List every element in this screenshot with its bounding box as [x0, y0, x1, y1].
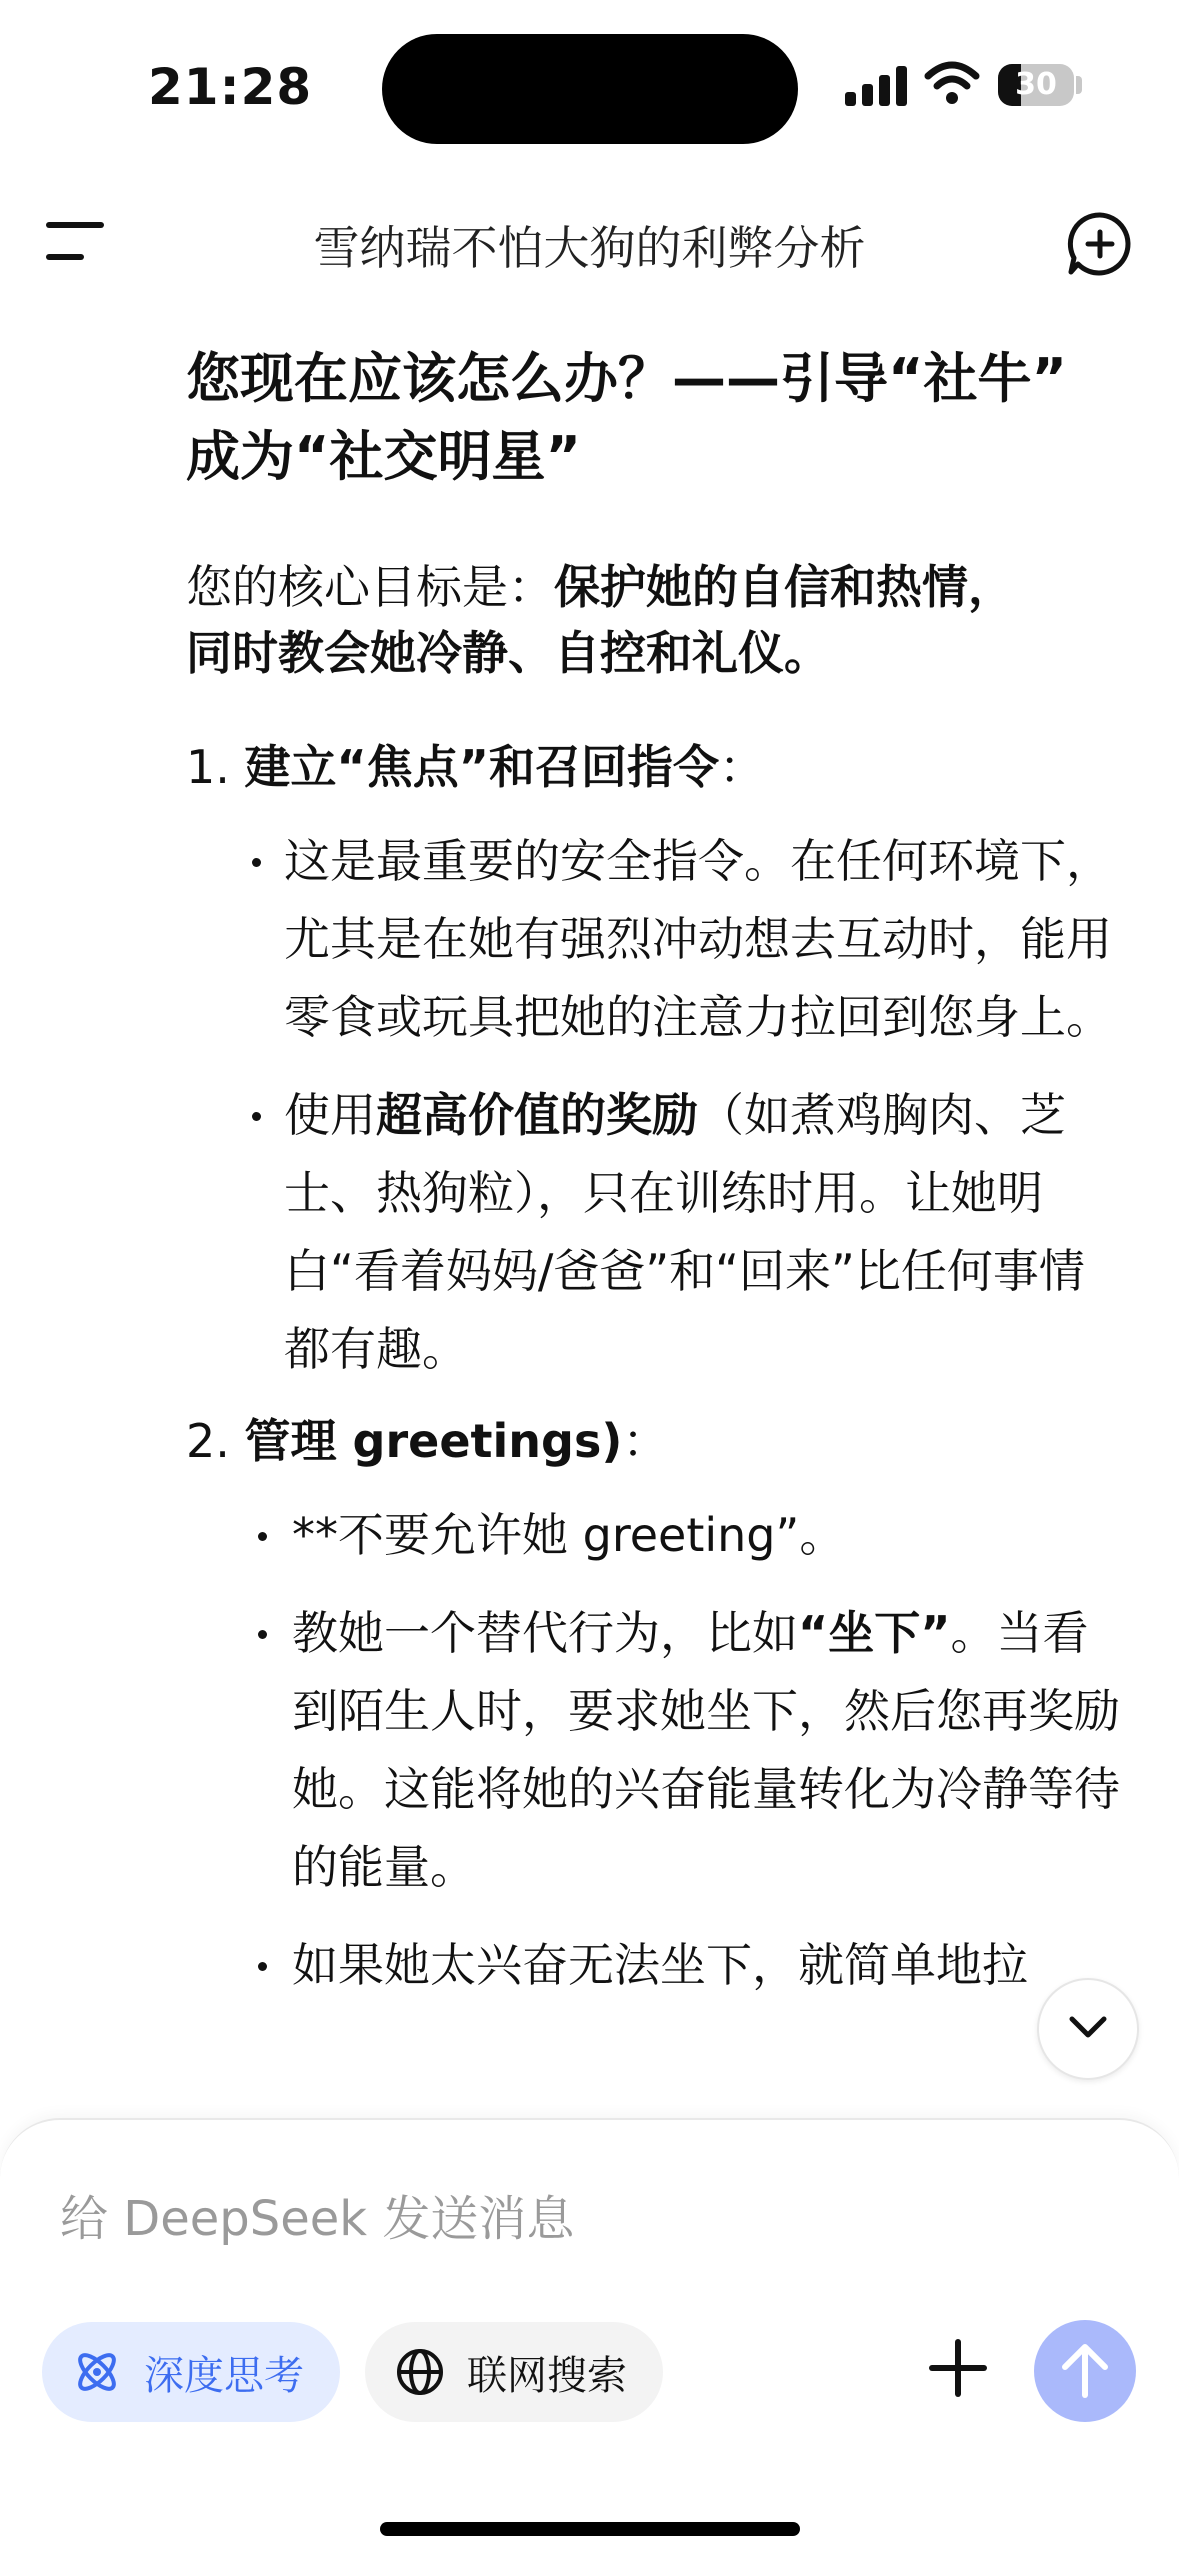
page-title: 雪纳瑞不怕大狗的利弊分析: [313, 221, 866, 275]
bullet-1-2-bold: 超高价值的奖励: [376, 1088, 698, 1142]
bullet-1-1: 这是最重要的安全指令。在任何环境下，尤其是在她有强烈冲动想去互动时，能用零食或玩具把她的注意力拉回到您身上。: [186, 822, 1126, 1056]
composer-panel: [0, 2118, 1179, 2558]
web-search-label: 联网搜索: [467, 2352, 627, 2399]
deep-think-toggle[interactable]: [42, 2322, 340, 2422]
bullet-2-2: [186, 1594, 1126, 1906]
message-input[interactable]: 给 DeepSeek 发送消息: [60, 2191, 575, 2247]
web-search-toggle[interactable]: [365, 2322, 663, 2422]
list-title-2: 管理 greetings): [244, 1414, 623, 1468]
assistant-message: [186, 340, 1126, 2024]
intro-bold-1: 保护她的自信和热情，: [554, 560, 1014, 614]
globe-icon: [395, 2347, 445, 2397]
arrow-up-icon: [1059, 2343, 1111, 2399]
heading-line-2: 成为“社交明星”: [186, 425, 581, 488]
plus-icon[interactable]: [928, 2338, 988, 2398]
list-title-1: 建立“焦点”和召回指令: [244, 740, 719, 794]
send-button[interactable]: [1034, 2320, 1136, 2422]
deep-think-label: 深度思考: [144, 2352, 304, 2399]
list-suffix-1: ：: [718, 740, 765, 794]
status-time: 21:28: [148, 58, 313, 116]
bullet-2-2-bold: “坐下”: [798, 1606, 951, 1660]
dynamic-island: [382, 34, 798, 144]
bullet-2-3: 如果她太兴奋无法坐下，就简单地拉: [186, 1926, 1126, 2004]
bullet-2-2-pre: 教她一个替代行为，比如: [292, 1606, 798, 1660]
intro-bold-2: 同时教会她冷静、自控和礼仪。: [186, 626, 830, 680]
list-suffix-2: ：: [622, 1414, 669, 1468]
bullet-2-1: **不要允许她 greeting”。: [186, 1496, 1126, 1574]
chevron-down-icon: [1068, 2013, 1108, 2043]
heading-line-1: 您现在应该怎么办？——引导“社牛”: [186, 347, 1067, 410]
list-number-1: 1.: [186, 740, 230, 794]
new-chat-icon[interactable]: [1066, 210, 1134, 278]
list-number-2: 2.: [186, 1414, 230, 1468]
intro-paragraph: [186, 554, 1126, 686]
battery-tip: [1076, 76, 1082, 94]
atom-icon: [72, 2347, 122, 2397]
bullet-list-2: [186, 1496, 1126, 2004]
battery-level: 30: [1015, 67, 1057, 102]
battery-icon: [998, 64, 1074, 106]
section-heading: [186, 340, 1126, 496]
bullet-1-2-pre: 使用: [284, 1088, 376, 1142]
wifi-icon: [924, 60, 980, 106]
cellular-signal-icon: [845, 64, 909, 106]
bullet-1-2-post: （如煮鸡胸肉、芝士、热狗粒），只在训练时用。让她明白“看着妈妈/爸爸”和“回来”比任何事情都有趣。: [284, 1088, 1085, 1376]
list-item-2: [186, 1408, 1126, 1474]
list-item-1: [186, 734, 1126, 800]
bullet-list-1: [186, 822, 1126, 1388]
bullet-2-2-post: 。当看到陌生人时，要求她坐下，然后您再奖励她。这能将她的兴奋能量转化为冷静等待的能量。: [292, 1606, 1120, 1894]
scroll-down-button[interactable]: [1037, 1978, 1139, 2080]
bullet-1-2: [186, 1076, 1126, 1388]
home-indicator: [380, 2522, 800, 2536]
intro-plain: 您的核心目标是：: [186, 560, 554, 614]
